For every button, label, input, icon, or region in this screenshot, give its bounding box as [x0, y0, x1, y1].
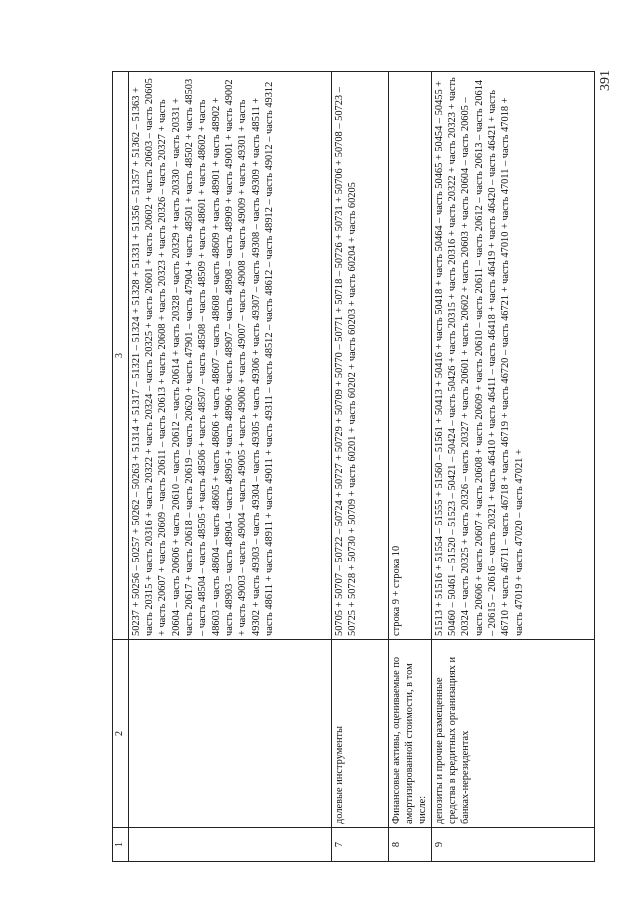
row-formula: строка 9 + строка 10: [388, 72, 431, 640]
row-number: 9: [431, 828, 594, 862]
row-name: Финансовые активы, оцениваемые по амортизированной стоимости, в том числе:: [388, 640, 431, 828]
balance-formula-table: [112, 71, 595, 862]
table-row: [431, 72, 594, 862]
header-col-3: 3: [113, 72, 129, 640]
row-formula: 51513 + 51516 + 51554 – 51555 + 51560 – 51561 + 50413 + 50416 + часть 50418 + часть 50464 – часть 50465 + 50454 – 50455 + 50460 – 50461 – 51520 – 51523 – 50421 – 50424 – часть 50426 + часть 20315 + часть 20316 + часть 20322 + часть 20323 + часть 20324 – часть 20325 + часть 20326 – часть 20327 + часть 20601 + часть 20602 + часть 20603 + часть 20604 – часть 20605 – часть 20606 + часть 20607 + часть 20608 + часть 20609 + часть 20610 – часть 20611 – часть 20612 – часть 20613 – часть 20614 – 20615 – 20616 – часть 20321 + часть 46410 + часть 46411 – часть 46418 + часть 46419 + часть 46420 – часть 46421 + часть 46710 + часть 46711 – часть 46718 + часть 46719 + часть 46720 – часть 46721 + часть 47010 + часть 47011 – часть 47018 + часть 47019 + часть 47020 – часть 47021 +: [431, 72, 594, 640]
table-row: [128, 72, 331, 862]
header-col-1: 1: [113, 828, 129, 862]
table-header-row: [113, 72, 129, 862]
table-row: [388, 72, 431, 862]
row-name: депозиты и прочие размещенные средства в кредитных организациях и банках-нерезидентах: [431, 640, 594, 828]
table-row: [331, 72, 388, 862]
rotated-table-container: [112, 72, 582, 862]
row-number: [128, 828, 331, 862]
row-name: [128, 640, 331, 828]
row-name: долевые инструменты: [331, 640, 388, 828]
header-col-2: 2: [113, 640, 129, 828]
row-formula: 50705 + 50707 – 50722 – 50724 + 50727 + 50729 + 50709 + 50770 – 50771 + 50718 – 50726 + 50731 + 50706 + 50708 – 50723 – 50725 + 50728 + 50730 + 50709 + часть 60201 + часть 60202 + часть 60203 + часть 60204 + часть 60205: [331, 72, 388, 640]
row-number: 7: [331, 828, 388, 862]
row-formula: 50237 + 50256 – 50257 + 50262 – 50263 + 51314 + 51317 – 51321 – 51324 + 51328 + 51331 + 51356 – 51357 + 51362 – 51363 + часть 20315 + часть 20316 + часть 20322 + часть 20324 – часть 20325 + часть 20601 + часть 20602 + часть 20603 – часть 20605 + часть 20607 + часть 20609 – часть 20611 – часть 20613 + часть 20608 + часть 20323 + часть 20326 – часть 20327 + часть 20604 – часть 20606 + часть 20610 – часть 20612 – часть 20614 + часть 20328 – часть 20329 + часть 20330 – часть 20331 + часть 20617 + часть 20618 – часть 20619 – часть 20620 + часть 47901 – часть 47904 + часть 48501 + часть 48502 + часть 48503 – часть 48504 – часть 48505 + часть 48506 + часть 48507 – часть 48508 – часть 48509 + часть 48601 + часть 48602 + часть 48603 – часть 48604 – часть 48605 + часть 48606 + часть 48607 – часть 48608 – часть 48609 + часть 48901 + часть 48902 + часть 48903 – часть 48904 – часть 48905 + часть 48906 + часть 48907 – часть 48908 – часть 48909 + часть 49001 + часть 49002 + часть 49003 – часть 49004 – часть 49005 + часть 49006 + часть 49007 – часть 49008 – часть 49009 + часть 49301 + часть 49302 + часть 49303 – часть 49304 – часть 49305 + часть 49306 + часть 49307 – часть 49308 – часть 49309 + часть 48511 + часть 48611 + часть 48911 + часть 49011 + часть 49311 – часть 48512 – часть 48612 – часть 48912 – часть 49012 – часть 49312: [128, 72, 331, 640]
page-number: 391: [598, 70, 613, 91]
row-number: 8: [388, 828, 431, 862]
